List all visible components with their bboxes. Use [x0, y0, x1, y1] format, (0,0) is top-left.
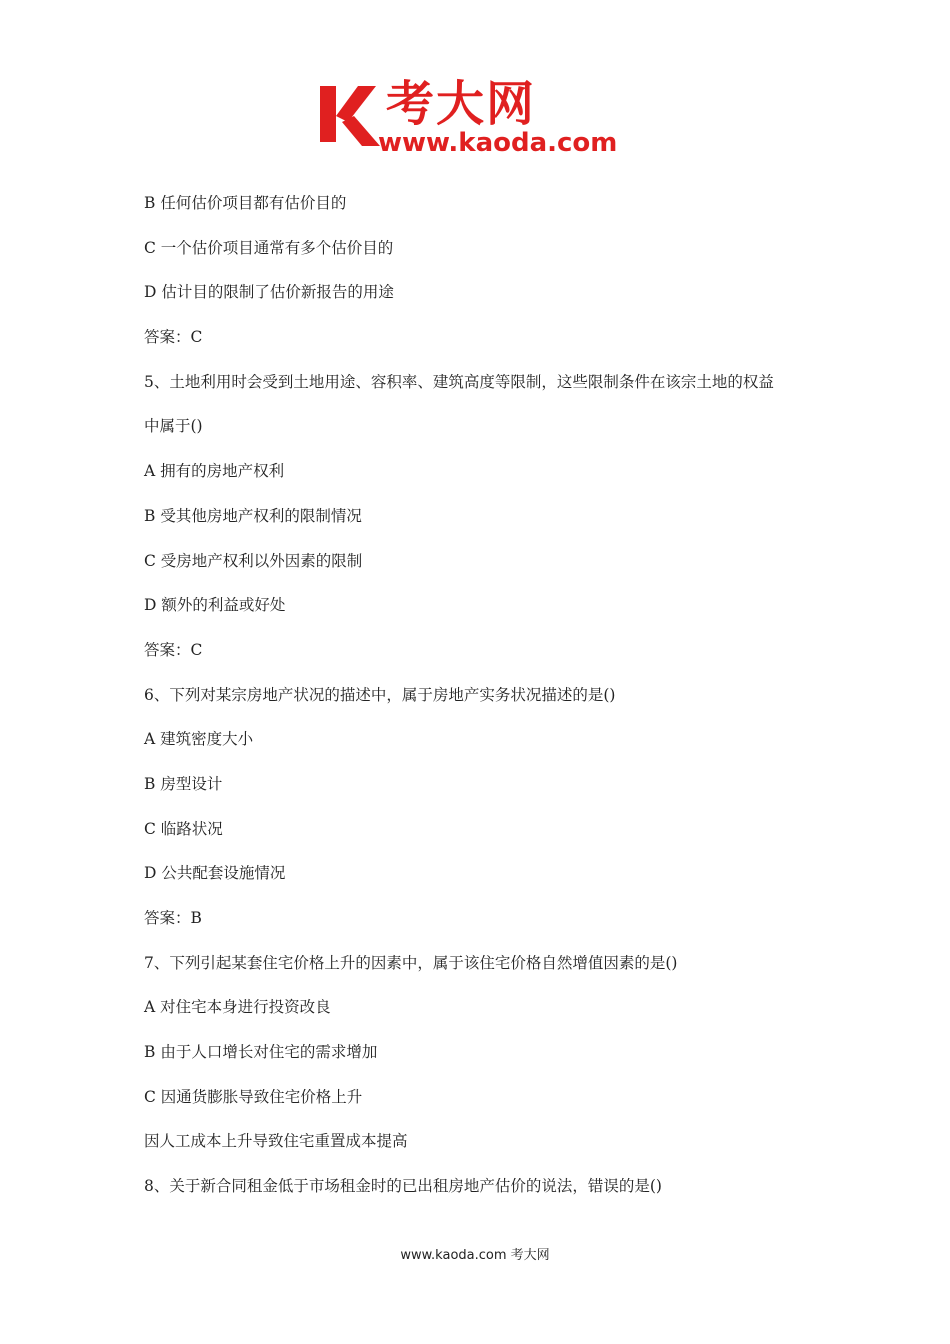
option-line: D 额外的利益或好处 — [144, 596, 286, 615]
answer-line: 答案：C — [144, 328, 203, 347]
option-line: 因人工成本上升导致住宅重置成本提高 — [144, 1132, 408, 1151]
option-line: B 受其他房地产权利的限制情况 — [144, 506, 362, 525]
option-line: A 拥有的房地产权利 — [144, 462, 285, 481]
option-line: B 房型设计 — [144, 774, 223, 793]
question-line: 8、关于新合同租金低于市场租金时的已出租房地产估价的说法，错误的是() — [144, 1177, 662, 1196]
text-line: B 任何估价项目都有估价目的 — [144, 194, 347, 212]
option-line: C 受房地产权利以外因素的限制 — [144, 551, 363, 570]
text-line: C 一个估价项目通常有多个估价目的 — [144, 238, 394, 257]
option-line: D 公共配套设施情况 — [144, 864, 286, 883]
answer-line: 答案：C — [144, 640, 203, 659]
option-line: C 临路状况 — [144, 819, 223, 838]
k-logo-icon — [318, 82, 382, 148]
answer-line: 答案：B — [144, 909, 202, 927]
text-line: D 估计目的限制了估价新报告的用途 — [144, 283, 394, 302]
question-line: 6、下列对某宗房地产状况的描述中，属于房地产实务状况描述的是() — [144, 685, 616, 704]
option-line: A 建筑密度大小 — [144, 730, 254, 749]
question-line: 7、下列引起某套住宅价格上升的因素中，属于该住宅价格自然增值因素的是() — [144, 953, 678, 972]
question-line: 5、土地利用时会受到土地用途、容积率、建筑高度等限制，这些限制条件在该宗土地的权益 — [144, 372, 774, 391]
document-body — [144, 186, 824, 1214]
kaoda-logo — [318, 78, 640, 162]
option-line: A 对住宅本身进行投资改良 — [144, 998, 331, 1017]
option-line: C 因通货膨胀导致住宅价格上升 — [144, 1087, 363, 1106]
logo-url-text: www.kaoda.com — [378, 128, 618, 158]
page-footer: www.kaoda.com 考大网 — [400, 1248, 550, 1263]
logo-chinese-text: 考大网 — [386, 76, 537, 132]
question-line: 中属于() — [144, 417, 203, 436]
option-line: B 由于人口增长对住宅的需求增加 — [144, 1043, 378, 1062]
